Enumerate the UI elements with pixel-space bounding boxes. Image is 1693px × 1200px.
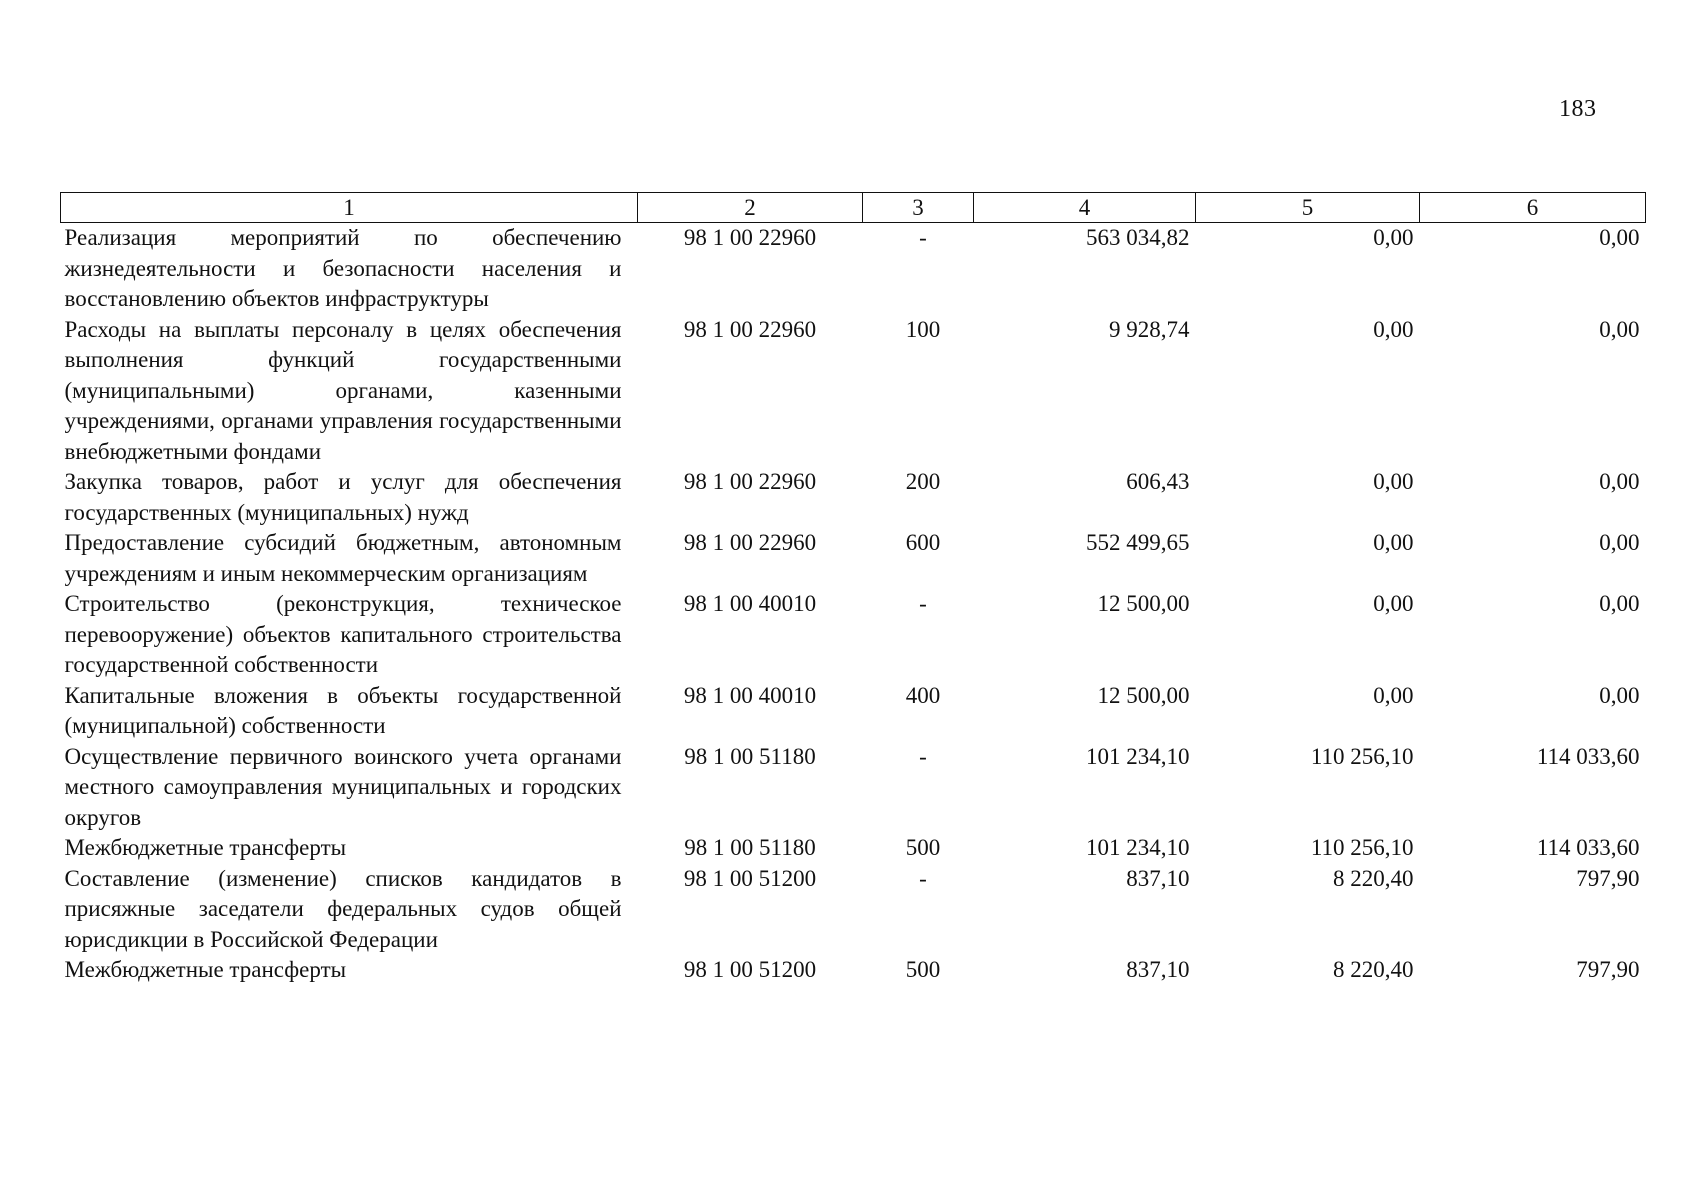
row-name: Расходы на выплаты персоналу в целях обеспечения выполнения функций государственными (муниципальными) органами, казенными учреждениями, органами управления государственными внебюджетными фондами [64,316,622,464]
row-value-col4: 606,43 [1126,469,1190,494]
table-row [61,681,1646,742]
table-row [61,315,1646,468]
row-code: 98 1 00 40010 [683,682,817,708]
row-code: 98 1 00 22960 [683,469,817,494]
row-value-col5: 0,00 [1373,316,1414,342]
table-row [61,528,1646,589]
row-value-col4: 552 499,65 [1086,530,1190,555]
row-expense-type: - [919,225,927,250]
row-code: 98 1 00 51200 [683,865,817,891]
table-header [61,193,1646,223]
header-col-1: 1 [61,193,638,223]
row-value-col6: 0,00 [1599,469,1640,494]
row-name: Закупка товаров, работ и услуг для обеспечения государственных (муниципальных) нужд [64,469,622,525]
header-row [61,193,1646,223]
row-value-col4: 101 234,10 [1086,835,1190,860]
row-expense-type: 500 [905,835,941,860]
row-code: 98 1 00 22960 [683,225,817,250]
row-value-col5: 0,00 [1373,469,1414,494]
row-value-col6: 0,00 [1599,316,1640,342]
table-row [61,833,1646,864]
row-value-col6: 0,00 [1599,591,1640,616]
header-col-4: 4 [974,193,1196,223]
row-code: 98 1 00 51200 [683,957,817,982]
row-value-col4: 101 234,10 [1086,743,1190,769]
row-value-col4: 563 034,82 [1086,225,1190,250]
row-code: 98 1 00 22960 [683,316,817,342]
header-col-2: 2 [638,193,863,223]
row-value-col5: 8 220,40 [1333,957,1414,982]
row-expense-type: 200 [905,469,941,494]
row-name: Строительство (реконструкция, техническое перевооружение) объектов капитального строительства государственной собственности [64,591,622,677]
row-expense-type: - [919,591,927,616]
row-code: 98 1 00 51180 [684,743,816,769]
row-value-col5: 0,00 [1373,530,1414,555]
row-name: Составление (изменение) списков кандидатов в присяжные заседатели федеральных судов общей юрисдикции в Российской Федерации [64,865,622,952]
row-value-col4: 12 500,00 [1097,682,1190,708]
row-name: Реализация мероприятий по обеспечению жизнедеятельности и безопасности населения и восстановлению объектов инфраструктуры [64,225,622,311]
row-name: Межбюджетные трансферты [64,957,347,982]
row-value-col5: 110 256,10 [1310,743,1414,769]
row-expense-type: 500 [905,957,941,982]
row-value-col5: 0,00 [1373,682,1414,708]
row-expense-type: 100 [905,316,941,342]
table-body [61,223,1646,986]
row-value-col4: 12 500,00 [1097,591,1190,616]
header-col-5: 5 [1196,193,1420,223]
row-expense-type: 400 [905,682,941,708]
budget-table [60,192,1646,986]
table-row [61,742,1646,834]
table-row [61,589,1646,681]
row-value-col4: 837,10 [1126,865,1190,891]
row-value-col5: 0,00 [1373,591,1414,616]
row-value-col6: 797,90 [1576,957,1640,982]
row-value-col4: 9 928,74 [1109,316,1190,342]
row-code: 98 1 00 22960 [683,530,817,555]
table-row [61,955,1646,986]
row-value-col4: 837,10 [1126,957,1190,982]
row-name: Капитальные вложения в объекты государственной (муниципальной) собственности [64,682,622,738]
row-value-col6: 0,00 [1599,225,1640,250]
row-value-col5: 8 220,40 [1333,865,1414,891]
row-name: Предоставление субсидий бюджетным, автономным учреждениям и иным некоммерческим организациям [64,530,622,586]
header-col-6: 6 [1420,193,1646,223]
row-expense-type: - [919,743,927,769]
row-value-col6: 0,00 [1599,530,1640,555]
row-value-col6: 114 033,60 [1536,835,1640,860]
row-value-col6: 797,90 [1576,865,1640,891]
row-code: 98 1 00 40010 [683,591,817,616]
row-expense-type: 600 [905,530,941,555]
row-value-col6: 114 033,60 [1536,743,1640,769]
page-number: 183 [1559,96,1597,122]
row-expense-type: - [919,865,927,891]
row-code: 98 1 00 51180 [684,835,816,860]
row-value-col5: 0,00 [1373,225,1414,250]
row-value-col6: 0,00 [1599,682,1640,708]
row-name: Осуществление первичного воинского учета органами местного самоуправления муниципальных и городских округов [64,743,622,830]
header-col-3: 3 [863,193,974,223]
table-row [61,864,1646,956]
table-row [61,467,1646,528]
row-name: Межбюджетные трансферты [64,835,347,860]
row-value-col5: 110 256,10 [1310,835,1414,860]
table-row [61,223,1646,315]
